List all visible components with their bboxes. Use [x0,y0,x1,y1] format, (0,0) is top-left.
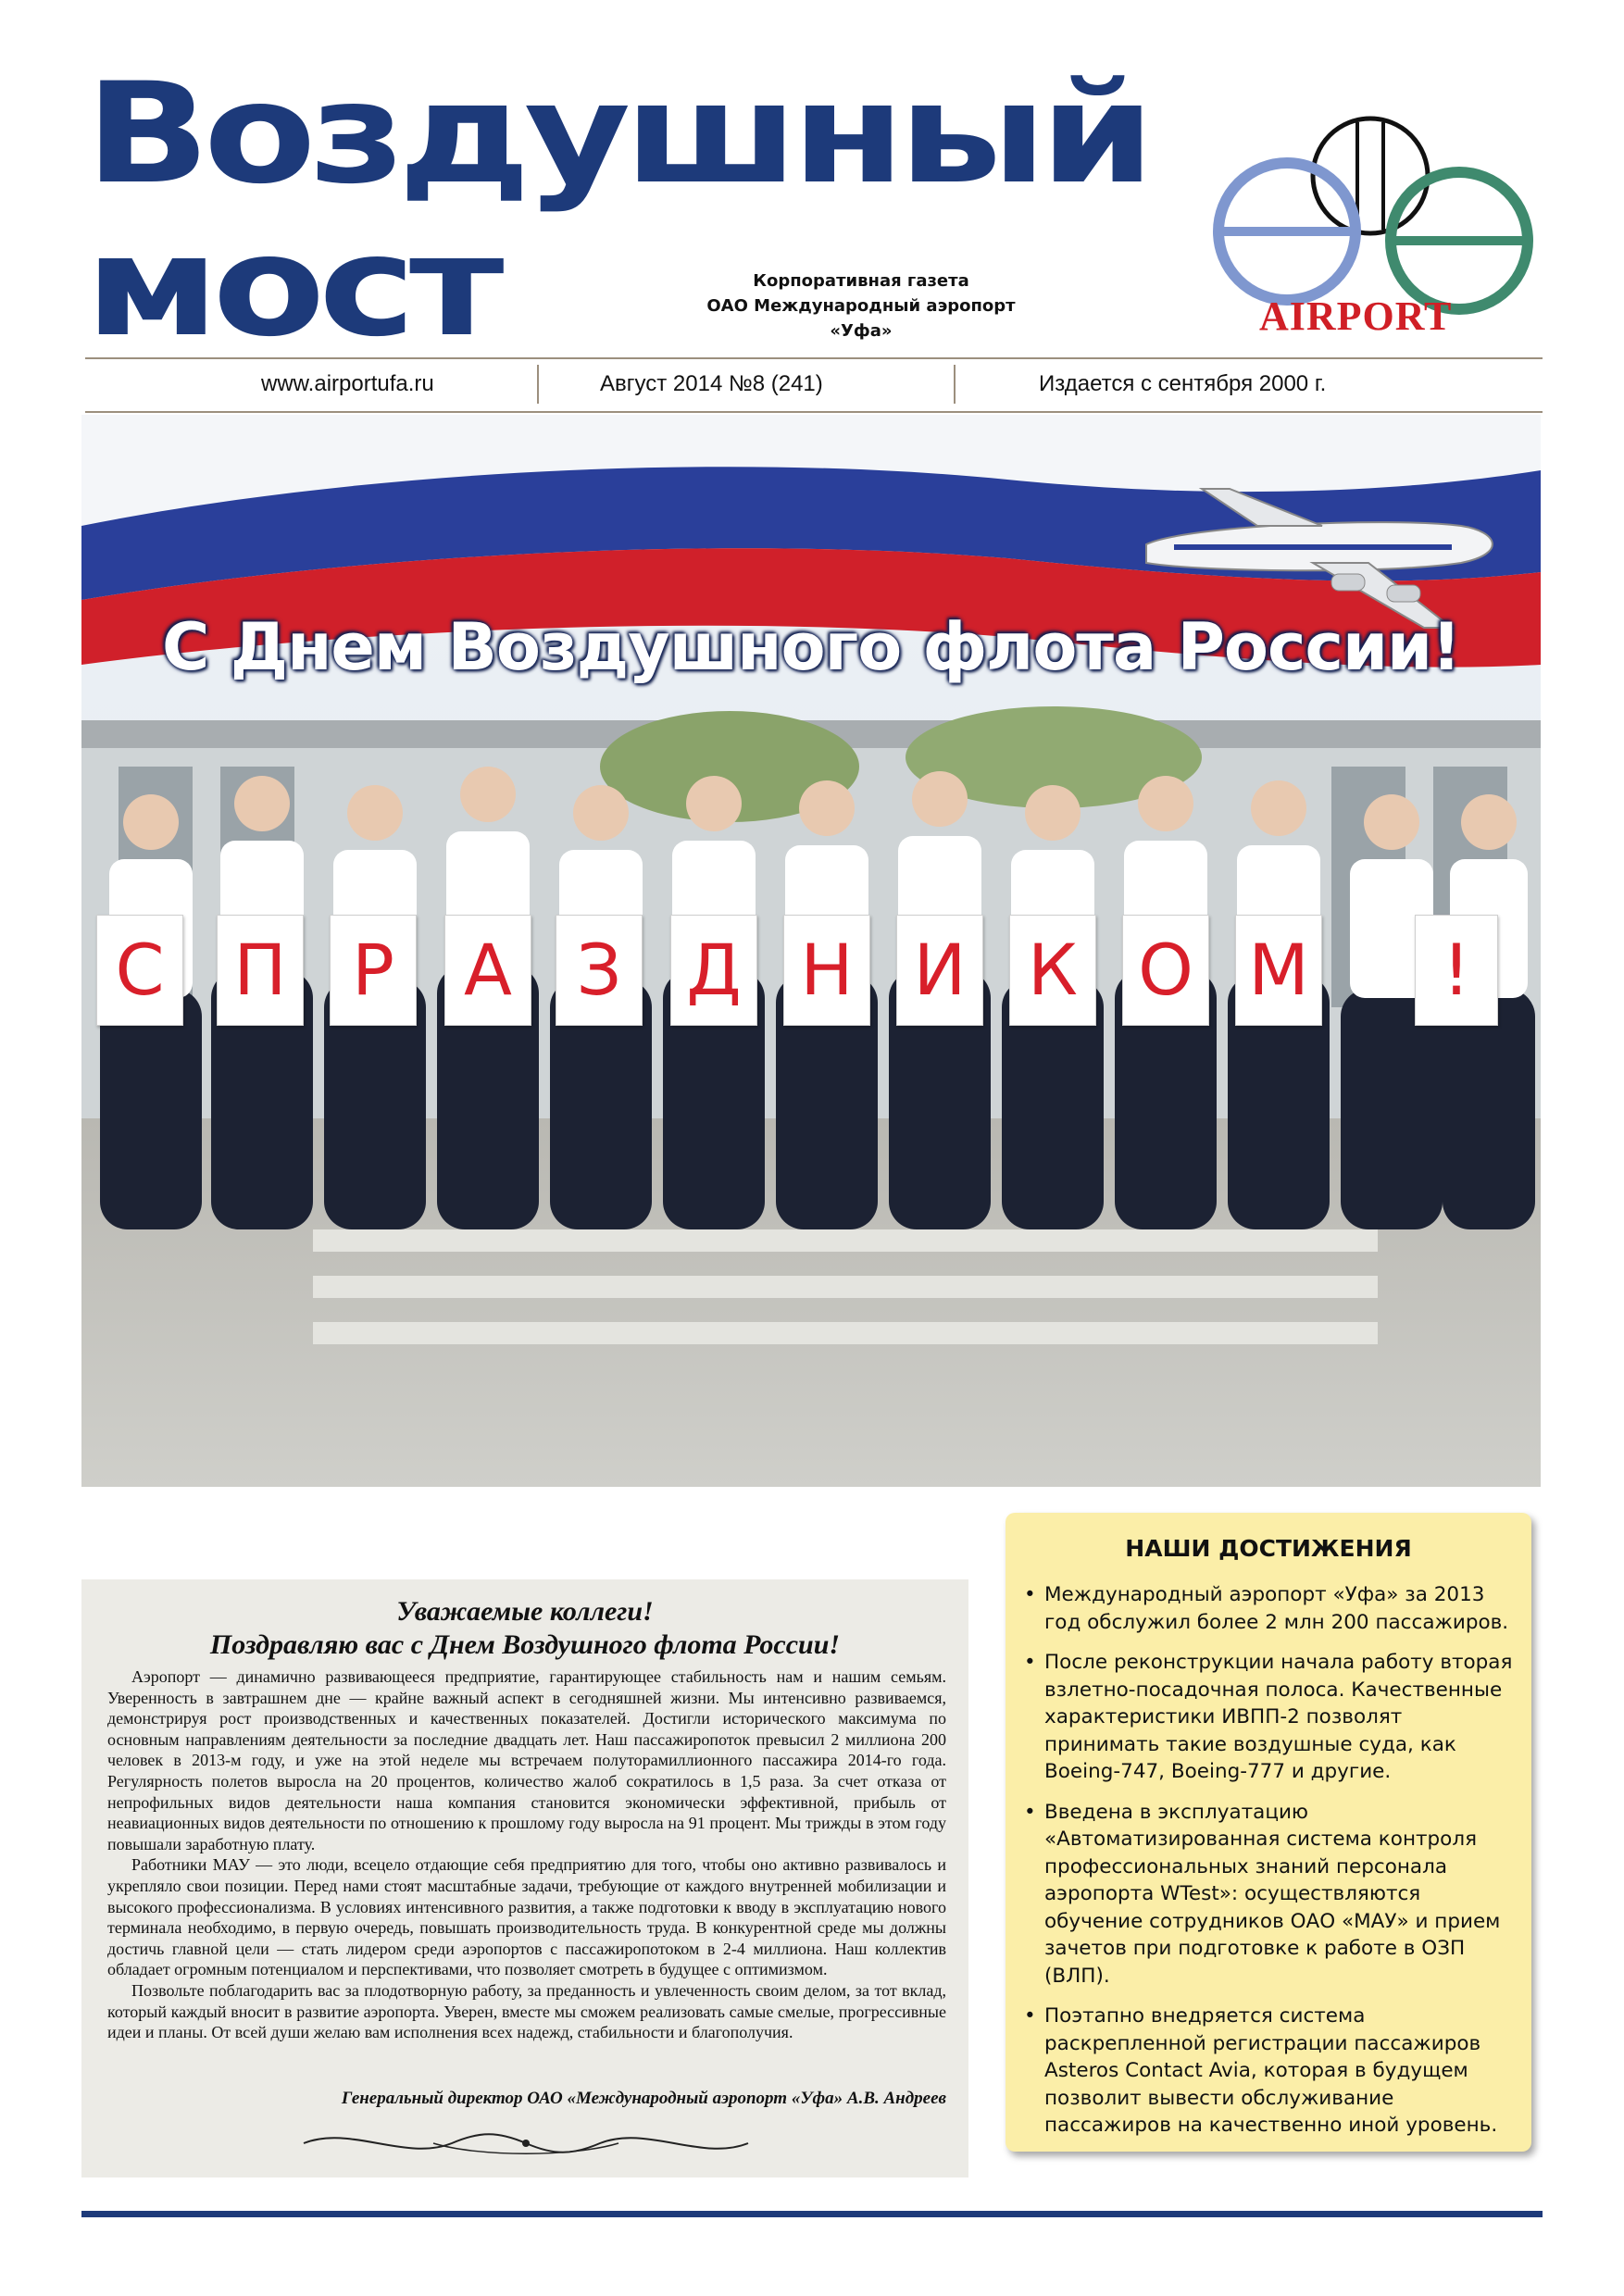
banner-headline: С Днем Воздушного флота России! [161,609,1461,685]
airport-logo [1185,111,1555,352]
letter-signs [81,915,1541,1035]
letter-signature [107,2089,946,2109]
achievement-text: Международный аэропорт «Уфа» за 2013 год обслужил более 2 млн 200 пассажиров. [1044,1583,1509,1634]
list-item [1022,1581,1518,1636]
published-since: Издается с сентября 2000 г. [1039,371,1327,396]
corp-line-3: «Уфа» [830,321,893,341]
achievements-list [1022,1581,1518,2152]
info-bar [85,359,1543,409]
title-line-1: Воздушный [85,54,1149,215]
sign-letter: П [217,915,304,1026]
sign-letter: Д [670,915,757,1026]
issue-number: Август 2014 №8 (241) [600,371,823,396]
corp-line-1: Корпоративная газета [753,271,969,291]
sign-letter: М [1235,915,1322,1026]
letter-paragraph: Работники МАУ — это люди, всецело отдающие себя предприятию для того, чтобы оно активно развивалось и укрепляло свои позиции. Перед нами стоят масштабные задачи, требующие от каждого внутренней мобилизации и высокого профессионализма. В условиях интенсивного развития, а также подготовки к вводу в эксплуатацию нового терминала необходимо, в первую очередь, повышать производительность труда. В конкурентной среде мы должны достичь главной цели — стать лидером среди аэропортов с пассажиропотоком в 2-4 миллиона. Наш коллектив обладает огромным потенциалом и перспективами, что позволяет смотреть в будущее с оптимизмом. [107,1855,946,1979]
bullet-icon: • [1024,1800,1036,1824]
info-divider-2 [954,365,956,404]
bullet-icon: • [1024,2004,1036,2028]
flourish-ornament-icon [294,2120,757,2166]
list-item [1022,1799,1518,1990]
achievement-text: Введена в эксплуатацию «Автоматизированная система контроля профессиональных знаний персонала аэропорта WTest»: осуществляются обучение сотрудников ОАО «МАУ» и прием зачетов при подготовке к работе в ОЗП (ВЛП). [1044,1800,1501,1988]
sign-letter: А [444,915,531,1026]
website-link[interactable]: www.airportufa.ru [261,371,434,396]
sign-letter: К [1009,915,1096,1026]
letter-body [107,1666,946,2043]
info-divider-1 [537,365,539,404]
achievements-title: НАШИ ДОСТИЖЕНИЯ [1125,1535,1412,1562]
sign-letter: Р [330,915,417,1026]
achievement-text: Поэтапно внедряется система раскрепленной регистрации пассажиров Asteros Contact Avia, которая в будущем позволит вывести обслуживание пассажиров на качественно иной уровень. [1044,2004,1498,2137]
letter-greeting: Уважаемые коллеги! [396,1596,654,1627]
letter-paragraph: Аэропорт — динамично развивающееся предприятие, гарантирующее стабильность нам и нашим семьям. Уверенность в завтрашнем дне — крайне важный аспект в сегодняшней жизни. Мы интенсивно развиваемся, демонстрируя рост производственных и качественных показателей. Достигли исторического максимума по основным направлениям деятельности за последние двадцать лет. Наш пассажиропоток превысил 2 миллиона 200 человек в 2013-м году, и уже на этой неделе мы встречаем полуторамиллионного пассажира 2014-го года. Регулярность полетов выросла на 20 процентов, количество жалоб сократилось в 1,5 раза. За счет отказа от непрофильных видов деятельности наша компания становится экономически эффективной, прибыль от неавиационных видов деятельности по отношению к прошлому году выросла на 91 процент. Мы трижды в этом году повышали заработную плату. [107,1667,946,1853]
footer-rule [81,2211,1543,2217]
letter-paragraph: Позвольте поблагодарить вас за плодотворную работу, за преданность и увлеченность своим делом, за тот вклад, который каждый вносит в развитие аэропорта. Уверен, вместе мы сможем реализовать самые смелые, прогрессивные идеи и планы. От всей души желаю вам исполнения всех надежд, стабильности и благополучия. [107,1980,946,2042]
director-letter [81,1579,968,2177]
corp-line-2: ОАО Международный аэропорт [706,296,1016,316]
sign-letter: О [1122,915,1209,1026]
list-item [1022,2003,1518,2140]
sign-letter: Н [783,915,870,1026]
sign-letter: И [896,915,983,1026]
achievement-text: После реконструкции начала работу вторая взлетно-посадочная полоса. Качественные характеристики ИВПП-2 позволят принимать такие воздушные суда, как Boeing-747, Boeing-777 и другие. [1044,1651,1513,1783]
achievements-box [1006,1513,1531,2152]
corporate-note [667,268,1056,343]
sign-letter: ! [1415,915,1498,1026]
letter-congratulation: Поздравляю вас с Днем Воздушного флота России! [209,1629,841,1660]
sign-letter: З [556,915,643,1026]
bullet-icon: • [1024,1583,1036,1606]
list-item [1022,1649,1518,1786]
title-line-2: мост [85,206,498,368]
signature-title: Генеральный директор ОАО «Международный аэропорт «Уфа» [341,2089,843,2108]
logo-airport-text: AIRPORT [1259,293,1453,339]
bullet-icon: • [1024,1651,1036,1674]
header-rule-bottom [85,411,1543,413]
sign-letter: С [96,915,183,1026]
signature-name: А.В. Андреев [846,2089,946,2108]
cover-photo [81,415,1541,1487]
